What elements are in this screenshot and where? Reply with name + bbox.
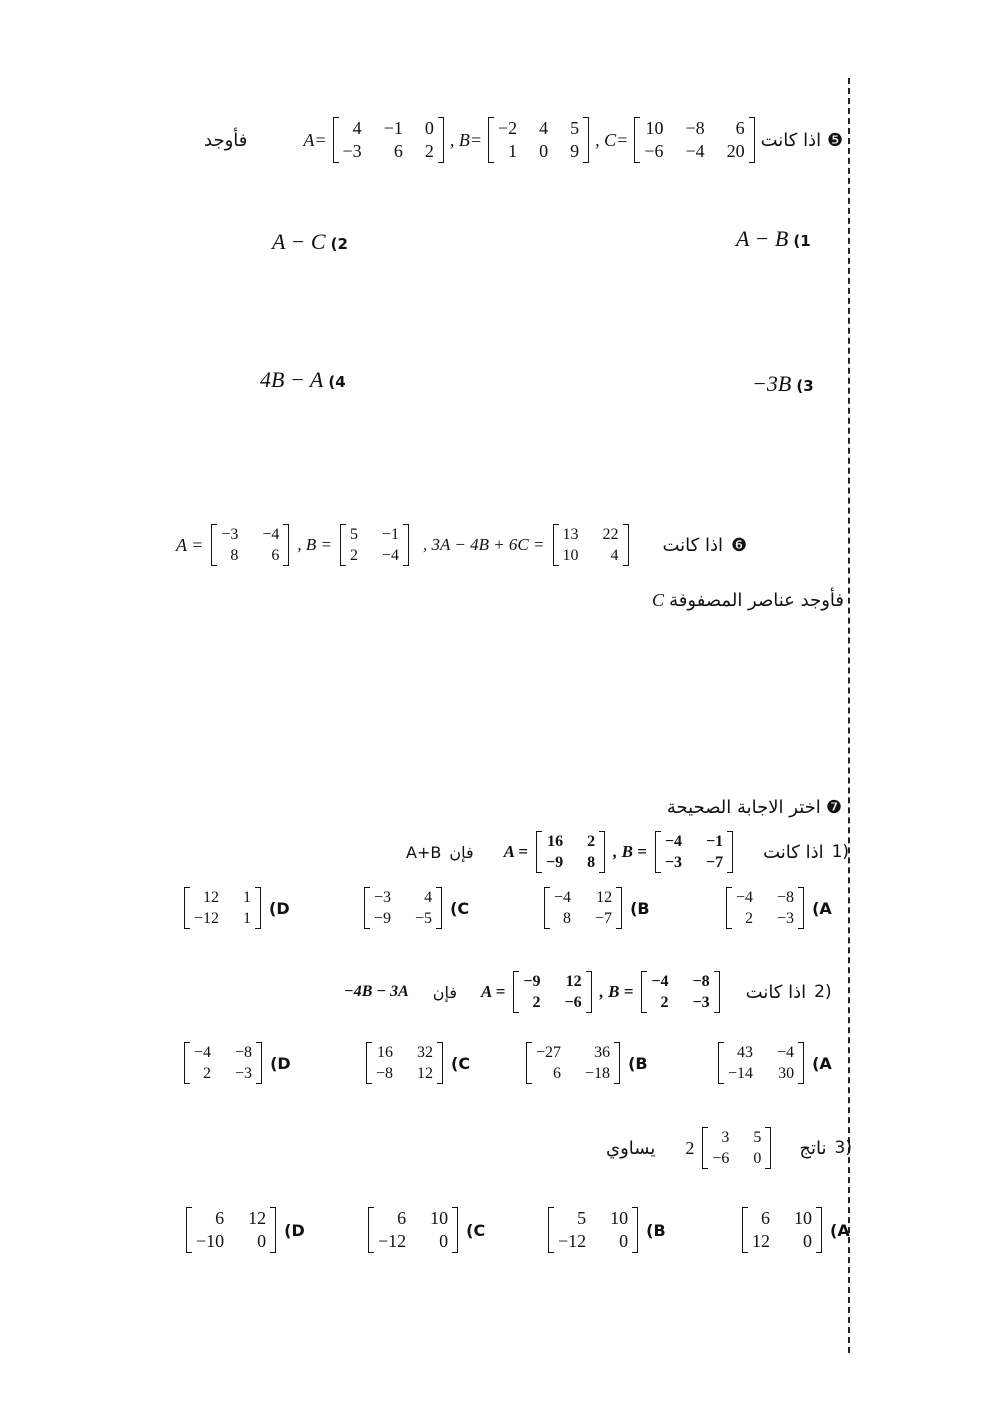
matrix-cell: −8 <box>685 118 705 138</box>
matrix-cell: −8 <box>692 973 710 990</box>
q5-part-4 <box>260 367 346 393</box>
q7-item-2-option-a-matrix <box>718 1042 804 1084</box>
q7-item-3-option-b-label: (B <box>646 1220 666 1240</box>
q7-item-2-matrix-b-right-bracket <box>714 971 720 1013</box>
matrix-cell: 6 <box>553 1065 562 1082</box>
q7-item-3-matrix-right-bracket <box>765 1127 771 1169</box>
q7-item-1-option-a-matrix <box>726 887 804 929</box>
matrix-cell: 8 <box>230 547 239 564</box>
q7-item-2-option-b[interactable] <box>526 1042 648 1084</box>
q7-item-1 <box>406 831 849 873</box>
matrix-cell: 2 <box>350 547 358 564</box>
matrix-cell: 10 <box>430 1208 449 1228</box>
matrix-cell: 2 <box>532 994 541 1011</box>
matrix-cell: 4 <box>424 889 433 906</box>
q7-item-1-option-c[interactable] <box>364 887 469 929</box>
matrix-cell: 5 <box>350 526 358 543</box>
matrix-cell: 10 <box>645 118 664 138</box>
q5-find-label: فأوجد <box>204 129 248 151</box>
q7-item-2-option-a-matrix-right-bracket <box>798 1042 804 1084</box>
matrix-cell: 12 <box>417 1065 434 1082</box>
matrix-cell: −8 <box>376 1065 394 1082</box>
matrix-cell: 1 <box>243 910 252 927</box>
q7-item-1-option-c-matrix <box>364 887 442 929</box>
matrix-cell: 3 <box>721 1129 730 1146</box>
matrix-cell: 4 <box>352 118 362 138</box>
q7-item-3-option-c-matrix-cells <box>374 1207 452 1253</box>
q6-find-var: C <box>652 590 665 610</box>
q7-item-3 <box>606 1127 852 1169</box>
q7-item-2-option-c-matrix-cells <box>372 1042 437 1084</box>
q7-item-2-num: 2) <box>814 982 832 1002</box>
matrix-cell: −4 <box>382 547 400 564</box>
matrix-cell: −4 <box>736 889 754 906</box>
q7-item-2-option-d[interactable] <box>184 1042 291 1084</box>
q7-item-1-option-a-matrix-right-bracket <box>798 887 804 929</box>
q5-c-label: , C= <box>595 129 629 150</box>
q7-item-3-equals: يساوي <box>606 1137 656 1159</box>
matrix-cell: −12 <box>378 1231 407 1251</box>
q7-item-3-option-c-matrix <box>368 1207 458 1253</box>
matrix-cell: −18 <box>585 1065 611 1082</box>
matrix-cell: 2 <box>587 833 596 850</box>
matrix-cell: 6 <box>215 1208 225 1228</box>
matrix-cell: 5 <box>753 1129 762 1146</box>
q7-title-row <box>667 797 842 818</box>
q6-matrix-b <box>340 524 409 566</box>
matrix-cell: −3 <box>664 854 682 871</box>
matrix-cell: 6 <box>271 547 280 564</box>
matrix-cell: 0 <box>539 141 549 161</box>
q7-item-1-expr: A+B <box>406 842 442 862</box>
q5-matrix-c-right-bracket <box>749 117 755 163</box>
matrix-cell: 0 <box>424 118 434 138</box>
matrix-cell: −3 <box>692 994 710 1011</box>
q7-item-2-option-b-matrix-cells <box>532 1042 614 1084</box>
q5-matrix-a-right-bracket <box>438 117 444 163</box>
q7-item-2-option-b-matrix-right-bracket <box>614 1042 620 1084</box>
matrix-cell: −3 <box>221 526 239 543</box>
q5-part-2-expr: A − C <box>272 229 326 254</box>
matrix-cell: 8 <box>587 854 596 871</box>
matrix-cell: 12 <box>596 889 613 906</box>
matrix-cell: −4 <box>262 526 280 543</box>
q7-item-2-option-c[interactable] <box>366 1042 470 1084</box>
matrix-cell: 6 <box>393 141 403 161</box>
q7-item-3-option-a[interactable] <box>742 1207 850 1253</box>
q5-intro: اذا كانت <box>760 129 822 151</box>
matrix-cell: −10 <box>196 1231 225 1251</box>
matrix-cell: −7 <box>595 910 613 927</box>
q7-item-3-num: 3) <box>834 1138 852 1158</box>
matrix-cell: 0 <box>439 1231 449 1251</box>
q7-item-3-scalar: 2 <box>685 1137 695 1158</box>
q5-matrix-b-cells <box>494 117 583 163</box>
q7-item-1-option-d-matrix-cells <box>190 887 255 929</box>
matrix-cell: 6 <box>397 1208 407 1228</box>
q7-item-1-matrix-a-cells <box>542 831 599 873</box>
q7-item-1-then: فإن <box>449 842 474 862</box>
q7-item-2-then: فإن <box>432 982 458 1002</box>
q5-part-1 <box>736 226 811 252</box>
q5-number: ❺ <box>827 129 844 151</box>
q7-item-1-option-d[interactable] <box>184 887 290 929</box>
matrix-cell: 5 <box>577 1208 587 1228</box>
matrix-cell: 0 <box>803 1231 812 1251</box>
matrix-cell: 12 <box>752 1231 770 1251</box>
q7-item-3-option-d-label: (D <box>284 1220 305 1240</box>
q7-item-3-option-a-matrix-right-bracket <box>816 1207 822 1253</box>
q5-part-3 <box>752 371 814 397</box>
q7-item-1-matrix-b <box>655 831 733 873</box>
matrix-cell: −12 <box>558 1231 587 1251</box>
matrix-cell: 1 <box>508 141 518 161</box>
matrix-cell: 4 <box>539 118 549 138</box>
matrix-cell: 12 <box>248 1208 267 1228</box>
q7-item-2-expr: −4B − 3A <box>344 983 409 1000</box>
matrix-cell: −6 <box>712 1150 730 1167</box>
q7-item-3-option-a-matrix-cells <box>748 1207 816 1253</box>
q7-item-1-option-b-matrix-right-bracket <box>616 887 622 929</box>
matrix-cell: 10 <box>562 547 579 564</box>
q7-item-2 <box>344 971 832 1013</box>
q5-part-3-num: (3 <box>796 377 814 395</box>
q6-matrix-a-cells <box>217 524 283 566</box>
matrix-cell: 6 <box>735 118 745 138</box>
q5-part-1-num: (1 <box>793 232 811 250</box>
matrix-cell: 2 <box>424 141 434 161</box>
q7-item-3-option-d-matrix <box>186 1207 276 1253</box>
matrix-cell: −8 <box>235 1044 253 1061</box>
matrix-cell: −5 <box>415 910 433 927</box>
q7-item-1-intro: اذا كانت <box>763 841 824 863</box>
matrix-cell: −3 <box>374 889 392 906</box>
q7-item-3-option-a-matrix <box>742 1207 822 1253</box>
q7-item-3-option-d-matrix-cells <box>192 1207 270 1253</box>
q7-item-1-option-a-label: (A <box>812 898 832 918</box>
q5-part-2-num: (2 <box>330 235 348 253</box>
matrix-cell: 4 <box>610 547 619 564</box>
matrix-cell: −7 <box>705 854 724 871</box>
matrix-cell: −4 <box>685 141 705 161</box>
q7-item-2-option-d-matrix-cells <box>190 1042 256 1084</box>
q5-matrix-c-cells <box>640 117 748 163</box>
matrix-cell: −3 <box>342 141 362 161</box>
q5-header <box>204 117 843 163</box>
q5-part-4-num: (4 <box>328 373 346 391</box>
matrix-cell: 6 <box>761 1208 770 1228</box>
q7-item-1-option-a-matrix-cells <box>732 887 798 929</box>
q7-item-1-b-label: , B = <box>613 842 647 861</box>
q7-item-2-option-d-matrix <box>184 1042 262 1084</box>
matrix-cell: 13 <box>562 526 579 543</box>
matrix-cell: 2 <box>745 910 754 927</box>
matrix-cell: 0 <box>257 1231 267 1251</box>
q7-item-3-option-b-matrix-right-bracket <box>632 1207 638 1253</box>
matrix-cell: −8 <box>777 889 795 906</box>
matrix-cell: −14 <box>728 1065 754 1082</box>
matrix-cell: −4 <box>554 889 572 906</box>
q7-item-2-a-label: A = <box>481 982 506 1001</box>
q7-item-3-option-b-matrix-cells <box>554 1207 632 1253</box>
matrix-cell: 0 <box>753 1150 762 1167</box>
q7-item-1-option-c-matrix-cells <box>370 887 436 929</box>
q7-item-3-option-a-label: (A <box>830 1220 850 1240</box>
q7-item-2-option-c-matrix-right-bracket <box>437 1042 443 1084</box>
q7-item-2-intro: اذا كانت <box>745 981 807 1003</box>
q6-a-label: A = <box>176 534 204 555</box>
matrix-cell: −9 <box>374 910 392 927</box>
matrix-cell: 2 <box>203 1065 212 1082</box>
q5-part-4-expr: 4B − A <box>260 367 324 392</box>
q6-matrix-result-cells <box>559 524 623 566</box>
q7-item-3-option-b[interactable] <box>548 1207 666 1253</box>
q7-item-1-option-b-matrix-cells <box>550 887 616 929</box>
q7-item-2-option-d-label: (D <box>270 1053 291 1073</box>
matrix-cell: −1 <box>705 833 724 850</box>
q7-item-2-option-c-matrix <box>366 1042 443 1084</box>
q6-header <box>176 524 747 566</box>
q6-matrix-b-right-bracket <box>403 524 409 566</box>
q6-intro: اذا كانت <box>662 534 723 556</box>
q5-b-label: , B= <box>449 129 482 150</box>
matrix-cell: 9 <box>570 141 580 161</box>
q7-number: ❼ <box>825 797 842 818</box>
q7-item-1-matrix-b-cells <box>661 831 727 873</box>
q6-matrix-result-right-bracket <box>623 524 629 566</box>
matrix-cell: 0 <box>619 1231 629 1251</box>
q5-matrix-b-right-bracket <box>583 117 589 163</box>
q7-item-1-option-d-label: (D <box>269 898 290 918</box>
q5-part-3-expr: −3B <box>752 371 792 396</box>
q7-item-2-matrix-b <box>641 971 719 1013</box>
matrix-cell: 16 <box>377 1044 394 1061</box>
matrix-cell: −4 <box>664 833 682 850</box>
matrix-cell: 1 <box>243 889 252 906</box>
q6-find <box>652 590 844 611</box>
q7-item-2-option-b-label: (B <box>628 1053 648 1073</box>
matrix-cell: −9 <box>523 973 541 990</box>
q7-item-1-option-b[interactable] <box>544 887 650 929</box>
q5-matrix-a-cells <box>339 117 438 163</box>
q6-b-label: , B = <box>297 535 332 554</box>
matrix-cell: 12 <box>565 973 582 990</box>
matrix-cell: 16 <box>547 833 564 850</box>
q7-item-3-intro: ناتج <box>799 1137 827 1159</box>
q7-item-2-option-d-matrix-right-bracket <box>256 1042 262 1084</box>
matrix-cell: −1 <box>383 118 403 138</box>
q6-eq-label: , 3A − 4B + 6C = <box>423 535 545 554</box>
matrix-cell: −27 <box>536 1044 562 1061</box>
matrix-cell: 32 <box>417 1044 434 1061</box>
q7-item-3-matrix-cells <box>708 1127 765 1169</box>
matrix-cell: 10 <box>610 1208 629 1228</box>
q7-item-1-option-a[interactable] <box>726 887 832 929</box>
q5-matrix-c <box>634 117 754 163</box>
matrix-cell: 2 <box>660 994 669 1011</box>
q5-matrix-a <box>333 117 444 163</box>
q6-find-text: فأوجد عناصر المصفوفة <box>669 590 844 611</box>
matrix-cell: −4 <box>777 1044 795 1061</box>
matrix-cell: 43 <box>737 1044 754 1061</box>
q7-item-2-option-a-matrix-cells <box>724 1042 798 1084</box>
matrix-cell: −1 <box>382 526 400 543</box>
q7-title: اختر الاجابة الصحيحة <box>666 797 821 818</box>
matrix-cell: −2 <box>497 118 518 138</box>
matrix-cell: −4 <box>651 973 669 990</box>
matrix-cell: 10 <box>794 1208 812 1228</box>
q7-item-2-option-a[interactable] <box>718 1042 832 1084</box>
matrix-cell: −9 <box>545 854 564 871</box>
q7-item-1-matrix-a-right-bracket <box>599 831 605 873</box>
matrix-cell: 30 <box>778 1065 795 1082</box>
q7-item-3-option-d-matrix-right-bracket <box>270 1207 276 1253</box>
q6-matrix-a-right-bracket <box>283 524 289 566</box>
q7-item-1-a-label: A = <box>503 842 528 861</box>
q7-item-2-option-c-label: (C <box>451 1053 471 1073</box>
q7-item-3-option-c[interactable] <box>368 1207 485 1253</box>
matrix-cell: 12 <box>203 889 220 906</box>
q5-matrix-b <box>488 117 589 163</box>
matrix-cell: 36 <box>594 1044 611 1061</box>
q7-item-3-option-c-matrix-right-bracket <box>452 1207 458 1253</box>
q5-part-2 <box>272 229 348 255</box>
matrix-cell: 8 <box>563 910 572 927</box>
q6-matrix-a <box>211 524 289 566</box>
q5-a-label: A= <box>303 129 327 150</box>
q7-item-1-option-b-matrix <box>544 887 622 929</box>
q7-item-1-option-d-matrix-right-bracket <box>255 887 261 929</box>
q7-item-1-option-c-matrix-right-bracket <box>436 887 442 929</box>
q7-item-1-option-d-matrix <box>184 887 261 929</box>
matrix-cell: 5 <box>570 118 580 138</box>
q6-matrix-result <box>553 524 629 566</box>
q7-item-2-matrix-a-cells <box>519 971 585 1013</box>
q7-item-3-option-c-label: (C <box>466 1220 486 1240</box>
q6-number: ❻ <box>730 534 748 556</box>
q7-item-3-option-b-matrix <box>548 1207 638 1253</box>
q7-item-2-option-a-label: (A <box>812 1053 832 1073</box>
q7-item-3-matrix <box>702 1127 771 1169</box>
q7-item-2-option-b-matrix <box>526 1042 620 1084</box>
matrix-cell: −3 <box>235 1065 253 1082</box>
q7-item-1-option-b-label: (B <box>630 898 650 918</box>
matrix-cell: −3 <box>777 910 795 927</box>
matrix-cell: 20 <box>726 141 745 161</box>
matrix-cell: −12 <box>194 910 220 927</box>
matrix-cell: −4 <box>194 1044 212 1061</box>
q7-item-3-option-d[interactable] <box>186 1207 305 1253</box>
q7-item-2-matrix-b-cells <box>647 971 713 1013</box>
q7-item-1-matrix-b-right-bracket <box>727 831 733 873</box>
matrix-cell: −6 <box>564 994 582 1011</box>
q7-item-1-option-c-label: (C <box>450 898 470 918</box>
matrix-cell: −6 <box>644 141 664 161</box>
q7-item-1-matrix-a <box>536 831 605 873</box>
q7-item-2-b-label: , B = <box>599 982 634 1001</box>
q5-part-1-expr: A − B <box>736 226 789 251</box>
q7-item-1-num: 1) <box>831 842 850 862</box>
matrix-cell: 22 <box>602 526 619 543</box>
q7-item-2-matrix-a <box>513 971 591 1013</box>
q7-item-2-matrix-a-right-bracket <box>586 971 592 1013</box>
q6-matrix-b-cells <box>346 524 403 566</box>
